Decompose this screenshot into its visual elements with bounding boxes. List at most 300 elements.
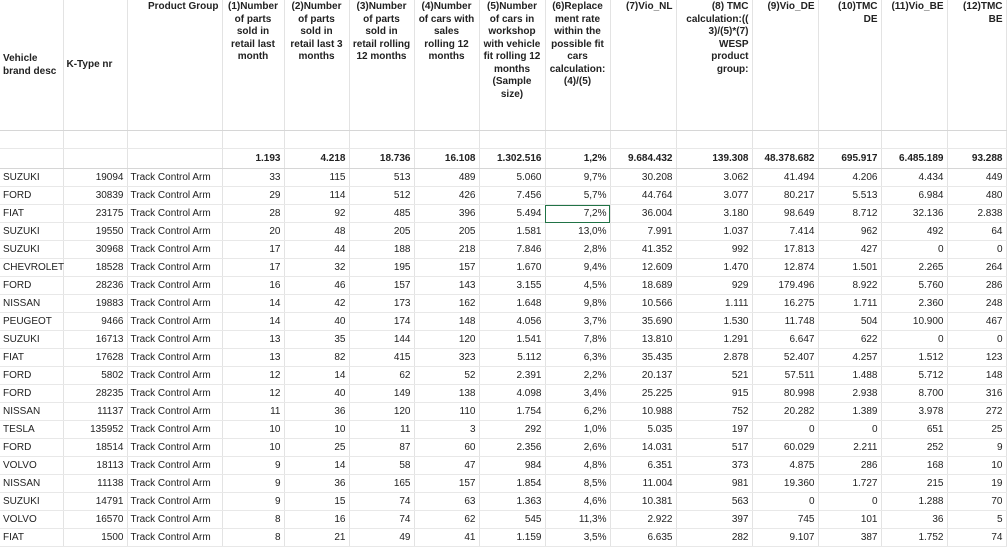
value-cell[interactable]: 3.077: [676, 187, 752, 205]
value-cell[interactable]: 622: [818, 331, 881, 349]
value-cell[interactable]: 13: [222, 331, 284, 349]
value-cell[interactable]: 19550: [63, 223, 127, 241]
value-cell[interactable]: 9: [947, 439, 1006, 457]
value-cell[interactable]: 30968: [63, 241, 127, 259]
total-cell[interactable]: 4.218: [284, 149, 349, 169]
value-cell[interactable]: 16570: [63, 511, 127, 529]
product-group-cell[interactable]: Track Control Arm: [127, 439, 222, 457]
value-cell[interactable]: 144: [349, 331, 414, 349]
value-cell[interactable]: 492: [881, 223, 947, 241]
value-cell[interactable]: 12.609: [610, 259, 676, 277]
value-cell[interactable]: 10: [222, 439, 284, 457]
value-cell[interactable]: 11: [349, 421, 414, 439]
value-cell[interactable]: 19: [947, 475, 1006, 493]
value-cell[interactable]: 1.670: [479, 259, 545, 277]
value-cell[interactable]: 19883: [63, 295, 127, 313]
value-cell[interactable]: 17628: [63, 349, 127, 367]
empty-cell[interactable]: [947, 131, 1006, 149]
value-cell[interactable]: 2.391: [479, 367, 545, 385]
value-cell[interactable]: 521: [676, 367, 752, 385]
brand-cell[interactable]: FIAT: [0, 205, 63, 223]
value-cell[interactable]: 157: [349, 277, 414, 295]
value-cell[interactable]: 10.566: [610, 295, 676, 313]
value-cell[interactable]: 4.098: [479, 385, 545, 403]
value-cell[interactable]: 11.748: [752, 313, 818, 331]
brand-cell[interactable]: PEUGEOT: [0, 313, 63, 331]
value-cell[interactable]: 41.352: [610, 241, 676, 259]
header-cell[interactable]: (10)TMC DE: [818, 0, 881, 131]
value-cell[interactable]: 32.136: [881, 205, 947, 223]
value-cell[interactable]: 10.988: [610, 403, 676, 421]
value-cell[interactable]: 981: [676, 475, 752, 493]
value-cell[interactable]: 197: [676, 421, 752, 439]
value-cell[interactable]: 17.813: [752, 241, 818, 259]
value-cell[interactable]: 1.854: [479, 475, 545, 493]
value-cell[interactable]: 1.530: [676, 313, 752, 331]
header-cell[interactable]: (11)Vio_BE: [881, 0, 947, 131]
value-cell[interactable]: 11138: [63, 475, 127, 493]
value-cell[interactable]: 74: [947, 529, 1006, 547]
value-cell[interactable]: 19.360: [752, 475, 818, 493]
value-cell[interactable]: 12: [222, 367, 284, 385]
value-cell[interactable]: 70: [947, 493, 1006, 511]
value-cell[interactable]: 35.435: [610, 349, 676, 367]
value-cell[interactable]: 2.922: [610, 511, 676, 529]
value-cell[interactable]: 205: [414, 223, 479, 241]
value-cell[interactable]: 16.275: [752, 295, 818, 313]
value-cell[interactable]: 30.208: [610, 169, 676, 187]
value-cell[interactable]: 252: [881, 439, 947, 457]
brand-cell[interactable]: FORD: [0, 385, 63, 403]
value-cell[interactable]: 60: [414, 439, 479, 457]
value-cell[interactable]: 6.635: [610, 529, 676, 547]
value-cell[interactable]: 316: [947, 385, 1006, 403]
value-cell[interactable]: 148: [947, 367, 1006, 385]
value-cell[interactable]: 4.056: [479, 313, 545, 331]
product-group-cell[interactable]: Track Control Arm: [127, 331, 222, 349]
value-cell[interactable]: 292: [479, 421, 545, 439]
value-cell[interactable]: 195: [349, 259, 414, 277]
header-cell[interactable]: (1)Number of parts sold in retail last month: [222, 0, 284, 131]
empty-cell[interactable]: [0, 131, 63, 149]
brand-cell[interactable]: FORD: [0, 367, 63, 385]
value-cell[interactable]: 21: [284, 529, 349, 547]
product-group-cell[interactable]: Track Control Arm: [127, 349, 222, 367]
value-cell[interactable]: 8: [222, 529, 284, 547]
value-cell[interactable]: 480: [947, 187, 1006, 205]
value-cell[interactable]: 47: [414, 457, 479, 475]
empty-cell[interactable]: [881, 131, 947, 149]
value-cell[interactable]: 2.878: [676, 349, 752, 367]
product-group-cell[interactable]: Track Control Arm: [127, 529, 222, 547]
value-cell[interactable]: 426: [414, 187, 479, 205]
value-cell[interactable]: 9,8%: [545, 295, 610, 313]
value-cell[interactable]: 1.037: [676, 223, 752, 241]
total-cell[interactable]: 1.302.516: [479, 149, 545, 169]
empty-cell[interactable]: [414, 131, 479, 149]
header-cell[interactable]: (3)Number of parts sold in retail rolling 12 months: [349, 0, 414, 131]
value-cell[interactable]: 13.810: [610, 331, 676, 349]
value-cell[interactable]: 41: [414, 529, 479, 547]
value-cell[interactable]: 3.180: [676, 205, 752, 223]
value-cell[interactable]: 19094: [63, 169, 127, 187]
value-cell[interactable]: 205: [349, 223, 414, 241]
value-cell[interactable]: 264: [947, 259, 1006, 277]
value-cell[interactable]: 80.998: [752, 385, 818, 403]
empty-cell[interactable]: [127, 131, 222, 149]
value-cell[interactable]: 3.978: [881, 403, 947, 421]
value-cell[interactable]: 2.265: [881, 259, 947, 277]
value-cell[interactable]: 20: [222, 223, 284, 241]
product-group-cell[interactable]: Track Control Arm: [127, 475, 222, 493]
value-cell[interactable]: 168: [881, 457, 947, 475]
header-cell[interactable]: (7)Vio_NL: [610, 0, 676, 131]
value-cell[interactable]: 4,8%: [545, 457, 610, 475]
value-cell[interactable]: 148: [414, 313, 479, 331]
value-cell[interactable]: 915: [676, 385, 752, 403]
value-cell[interactable]: 0: [947, 241, 1006, 259]
value-cell[interactable]: 8.700: [881, 385, 947, 403]
product-group-cell[interactable]: Track Control Arm: [127, 493, 222, 511]
empty-cell[interactable]: [676, 131, 752, 149]
value-cell[interactable]: 9,4%: [545, 259, 610, 277]
value-cell[interactable]: 0: [947, 331, 1006, 349]
value-cell[interactable]: 485: [349, 205, 414, 223]
value-cell[interactable]: 12: [222, 385, 284, 403]
value-cell[interactable]: 4.257: [818, 349, 881, 367]
value-cell[interactable]: 1.711: [818, 295, 881, 313]
value-cell[interactable]: 62: [414, 511, 479, 529]
value-cell[interactable]: 63: [414, 493, 479, 511]
brand-cell[interactable]: FORD: [0, 187, 63, 205]
total-cell[interactable]: 9.684.432: [610, 149, 676, 169]
value-cell[interactable]: 28236: [63, 277, 127, 295]
value-cell[interactable]: 16: [222, 277, 284, 295]
value-cell[interactable]: 35.690: [610, 313, 676, 331]
brand-cell[interactable]: SUZUKI: [0, 493, 63, 511]
brand-cell[interactable]: NISSAN: [0, 295, 63, 313]
value-cell[interactable]: 415: [349, 349, 414, 367]
value-cell[interactable]: 10.900: [881, 313, 947, 331]
value-cell[interactable]: 7.414: [752, 223, 818, 241]
value-cell[interactable]: 3: [414, 421, 479, 439]
product-group-cell[interactable]: Track Control Arm: [127, 421, 222, 439]
total-cell[interactable]: 695.917: [818, 149, 881, 169]
value-cell[interactable]: 16: [284, 511, 349, 529]
value-cell[interactable]: 10: [947, 457, 1006, 475]
value-cell[interactable]: 2,2%: [545, 367, 610, 385]
value-cell[interactable]: 32: [284, 259, 349, 277]
value-cell[interactable]: 46: [284, 277, 349, 295]
selected-cell[interactable]: 7,2%: [545, 205, 610, 223]
value-cell[interactable]: 8.712: [818, 205, 881, 223]
header-cell[interactable]: Vehicle brand desc: [0, 0, 63, 131]
empty-cell[interactable]: [818, 131, 881, 149]
value-cell[interactable]: 36.004: [610, 205, 676, 223]
value-cell[interactable]: 5,7%: [545, 187, 610, 205]
value-cell[interactable]: 2.360: [881, 295, 947, 313]
value-cell[interactable]: 7,8%: [545, 331, 610, 349]
value-cell[interactable]: 44: [284, 241, 349, 259]
value-cell[interactable]: 110: [414, 403, 479, 421]
value-cell[interactable]: 0: [881, 331, 947, 349]
value-cell[interactable]: 40: [284, 313, 349, 331]
value-cell[interactable]: 9: [222, 493, 284, 511]
value-cell[interactable]: 2.938: [818, 385, 881, 403]
value-cell[interactable]: 2,6%: [545, 439, 610, 457]
value-cell[interactable]: 14: [284, 457, 349, 475]
value-cell[interactable]: 162: [414, 295, 479, 313]
value-cell[interactable]: 8.922: [818, 277, 881, 295]
empty-cell[interactable]: [349, 131, 414, 149]
value-cell[interactable]: 5.513: [818, 187, 881, 205]
value-cell[interactable]: 427: [818, 241, 881, 259]
value-cell[interactable]: 0: [881, 241, 947, 259]
value-cell[interactable]: 74: [349, 511, 414, 529]
value-cell[interactable]: 14.031: [610, 439, 676, 457]
value-cell[interactable]: 272: [947, 403, 1006, 421]
value-cell[interactable]: 18514: [63, 439, 127, 457]
header-cell[interactable]: (4)Number of cars with sales rolling 12 months: [414, 0, 479, 131]
value-cell[interactable]: 14: [222, 313, 284, 331]
value-cell[interactable]: 449: [947, 169, 1006, 187]
value-cell[interactable]: 165: [349, 475, 414, 493]
value-cell[interactable]: 14: [222, 295, 284, 313]
value-cell[interactable]: 5.760: [881, 277, 947, 295]
value-cell[interactable]: 0: [818, 421, 881, 439]
value-cell[interactable]: 5: [947, 511, 1006, 529]
total-cell[interactable]: [127, 149, 222, 169]
value-cell[interactable]: 6,3%: [545, 349, 610, 367]
value-cell[interactable]: 651: [881, 421, 947, 439]
value-cell[interactable]: 20.137: [610, 367, 676, 385]
value-cell[interactable]: 5.060: [479, 169, 545, 187]
value-cell[interactable]: 4,5%: [545, 277, 610, 295]
value-cell[interactable]: 143: [414, 277, 479, 295]
product-group-cell[interactable]: Track Control Arm: [127, 205, 222, 223]
value-cell[interactable]: 248: [947, 295, 1006, 313]
brand-cell[interactable]: VOLVO: [0, 511, 63, 529]
value-cell[interactable]: 1.159: [479, 529, 545, 547]
value-cell[interactable]: 17: [222, 259, 284, 277]
value-cell[interactable]: 9466: [63, 313, 127, 331]
empty-cell[interactable]: [479, 131, 545, 149]
value-cell[interactable]: 1.541: [479, 331, 545, 349]
value-cell[interactable]: 10.381: [610, 493, 676, 511]
brand-cell[interactable]: FORD: [0, 439, 63, 457]
value-cell[interactable]: 7.846: [479, 241, 545, 259]
header-cell[interactable]: (5)Number of cars in workshop with vehicle fit rolling 12 months (Sample size): [479, 0, 545, 131]
brand-cell[interactable]: SUZUKI: [0, 331, 63, 349]
header-cell[interactable]: (2)Number of parts sold in retail last 3 months: [284, 0, 349, 131]
brand-cell[interactable]: VOLVO: [0, 457, 63, 475]
value-cell[interactable]: 30839: [63, 187, 127, 205]
brand-cell[interactable]: FIAT: [0, 529, 63, 547]
value-cell[interactable]: 396: [414, 205, 479, 223]
value-cell[interactable]: 2.356: [479, 439, 545, 457]
value-cell[interactable]: 62: [349, 367, 414, 385]
value-cell[interactable]: 1.752: [881, 529, 947, 547]
value-cell[interactable]: 173: [349, 295, 414, 313]
value-cell[interactable]: 41.494: [752, 169, 818, 187]
value-cell[interactable]: 157: [414, 259, 479, 277]
value-cell[interactable]: 992: [676, 241, 752, 259]
value-cell[interactable]: 12.874: [752, 259, 818, 277]
value-cell[interactable]: 323: [414, 349, 479, 367]
value-cell[interactable]: 13: [222, 349, 284, 367]
value-cell[interactable]: 179.496: [752, 277, 818, 295]
value-cell[interactable]: 5802: [63, 367, 127, 385]
value-cell[interactable]: 87: [349, 439, 414, 457]
product-group-cell[interactable]: Track Control Arm: [127, 187, 222, 205]
value-cell[interactable]: 1.501: [818, 259, 881, 277]
value-cell[interactable]: 9: [222, 457, 284, 475]
value-cell[interactable]: 373: [676, 457, 752, 475]
value-cell[interactable]: 157: [414, 475, 479, 493]
value-cell[interactable]: 17: [222, 241, 284, 259]
value-cell[interactable]: 286: [947, 277, 1006, 295]
value-cell[interactable]: 984: [479, 457, 545, 475]
value-cell[interactable]: 6.647: [752, 331, 818, 349]
value-cell[interactable]: 82: [284, 349, 349, 367]
value-cell[interactable]: 1.389: [818, 403, 881, 421]
value-cell[interactable]: 1500: [63, 529, 127, 547]
total-cell[interactable]: [63, 149, 127, 169]
value-cell[interactable]: 9,7%: [545, 169, 610, 187]
empty-cell[interactable]: [63, 131, 127, 149]
value-cell[interactable]: 2.838: [947, 205, 1006, 223]
value-cell[interactable]: 1.581: [479, 223, 545, 241]
total-cell[interactable]: 93.288: [947, 149, 1006, 169]
value-cell[interactable]: 14791: [63, 493, 127, 511]
value-cell[interactable]: 282: [676, 529, 752, 547]
value-cell[interactable]: 188: [349, 241, 414, 259]
value-cell[interactable]: 215: [881, 475, 947, 493]
value-cell[interactable]: 5.112: [479, 349, 545, 367]
value-cell[interactable]: 1.727: [818, 475, 881, 493]
value-cell[interactable]: 1.363: [479, 493, 545, 511]
empty-cell[interactable]: [610, 131, 676, 149]
value-cell[interactable]: 3.155: [479, 277, 545, 295]
value-cell[interactable]: 25: [947, 421, 1006, 439]
value-cell[interactable]: 5.494: [479, 205, 545, 223]
brand-cell[interactable]: TESLA: [0, 421, 63, 439]
value-cell[interactable]: 1.754: [479, 403, 545, 421]
value-cell[interactable]: 467: [947, 313, 1006, 331]
product-group-cell[interactable]: Track Control Arm: [127, 241, 222, 259]
value-cell[interactable]: 2,8%: [545, 241, 610, 259]
value-cell[interactable]: 114: [284, 187, 349, 205]
value-cell[interactable]: 5.712: [881, 367, 947, 385]
header-cell[interactable]: Product Group: [127, 0, 222, 131]
product-group-cell[interactable]: Track Control Arm: [127, 511, 222, 529]
value-cell[interactable]: 149: [349, 385, 414, 403]
value-cell[interactable]: 6.984: [881, 187, 947, 205]
brand-cell[interactable]: FORD: [0, 277, 63, 295]
value-cell[interactable]: 92: [284, 205, 349, 223]
value-cell[interactable]: 18.689: [610, 277, 676, 295]
value-cell[interactable]: 25: [284, 439, 349, 457]
value-cell[interactable]: 80.217: [752, 187, 818, 205]
product-group-cell[interactable]: Track Control Arm: [127, 295, 222, 313]
value-cell[interactable]: 1.512: [881, 349, 947, 367]
value-cell[interactable]: 397: [676, 511, 752, 529]
brand-cell[interactable]: NISSAN: [0, 475, 63, 493]
value-cell[interactable]: 517: [676, 439, 752, 457]
brand-cell[interactable]: SUZUKI: [0, 223, 63, 241]
value-cell[interactable]: 6,2%: [545, 403, 610, 421]
value-cell[interactable]: 44.764: [610, 187, 676, 205]
brand-cell[interactable]: CHEVROLET: [0, 259, 63, 277]
value-cell[interactable]: 11,3%: [545, 511, 610, 529]
value-cell[interactable]: 545: [479, 511, 545, 529]
value-cell[interactable]: 101: [818, 511, 881, 529]
value-cell[interactable]: 60.029: [752, 439, 818, 457]
value-cell[interactable]: 4.206: [818, 169, 881, 187]
value-cell[interactable]: 513: [349, 169, 414, 187]
product-group-cell[interactable]: Track Control Arm: [127, 277, 222, 295]
value-cell[interactable]: 16713: [63, 331, 127, 349]
product-group-cell[interactable]: Track Control Arm: [127, 403, 222, 421]
value-cell[interactable]: 489: [414, 169, 479, 187]
value-cell[interactable]: 11: [222, 403, 284, 421]
total-cell[interactable]: 1,2%: [545, 149, 610, 169]
brand-cell[interactable]: SUZUKI: [0, 241, 63, 259]
value-cell[interactable]: 18528: [63, 259, 127, 277]
product-group-cell[interactable]: Track Control Arm: [127, 259, 222, 277]
empty-cell[interactable]: [545, 131, 610, 149]
value-cell[interactable]: 58: [349, 457, 414, 475]
value-cell[interactable]: 15: [284, 493, 349, 511]
value-cell[interactable]: 8,5%: [545, 475, 610, 493]
value-cell[interactable]: 1.111: [676, 295, 752, 313]
product-group-cell[interactable]: Track Control Arm: [127, 457, 222, 475]
value-cell[interactable]: 64: [947, 223, 1006, 241]
empty-cell[interactable]: [222, 131, 284, 149]
product-group-cell[interactable]: Track Control Arm: [127, 367, 222, 385]
value-cell[interactable]: 52: [414, 367, 479, 385]
header-cell[interactable]: (8) TMC calculation:(( 3)/(5)*(7) WESP product group:: [676, 0, 752, 131]
product-group-cell[interactable]: Track Control Arm: [127, 223, 222, 241]
value-cell[interactable]: 36: [284, 403, 349, 421]
value-cell[interactable]: 286: [818, 457, 881, 475]
value-cell[interactable]: 0: [752, 493, 818, 511]
value-cell[interactable]: 962: [818, 223, 881, 241]
empty-cell[interactable]: [752, 131, 818, 149]
total-cell[interactable]: 139.308: [676, 149, 752, 169]
value-cell[interactable]: 9: [222, 475, 284, 493]
value-cell[interactable]: 11137: [63, 403, 127, 421]
product-group-cell[interactable]: Track Control Arm: [127, 385, 222, 403]
value-cell[interactable]: 1.488: [818, 367, 881, 385]
value-cell[interactable]: 35: [284, 331, 349, 349]
value-cell[interactable]: 135952: [63, 421, 127, 439]
value-cell[interactable]: 1,0%: [545, 421, 610, 439]
value-cell[interactable]: 7.991: [610, 223, 676, 241]
value-cell[interactable]: 36: [881, 511, 947, 529]
total-cell[interactable]: 18.736: [349, 149, 414, 169]
value-cell[interactable]: 1.470: [676, 259, 752, 277]
value-cell[interactable]: 504: [818, 313, 881, 331]
value-cell[interactable]: 7.456: [479, 187, 545, 205]
value-cell[interactable]: 6.351: [610, 457, 676, 475]
value-cell[interactable]: 120: [349, 403, 414, 421]
empty-cell[interactable]: [284, 131, 349, 149]
value-cell[interactable]: 3.062: [676, 169, 752, 187]
value-cell[interactable]: 13,0%: [545, 223, 610, 241]
value-cell[interactable]: 28235: [63, 385, 127, 403]
header-cell[interactable]: K-Type nr: [63, 0, 127, 131]
